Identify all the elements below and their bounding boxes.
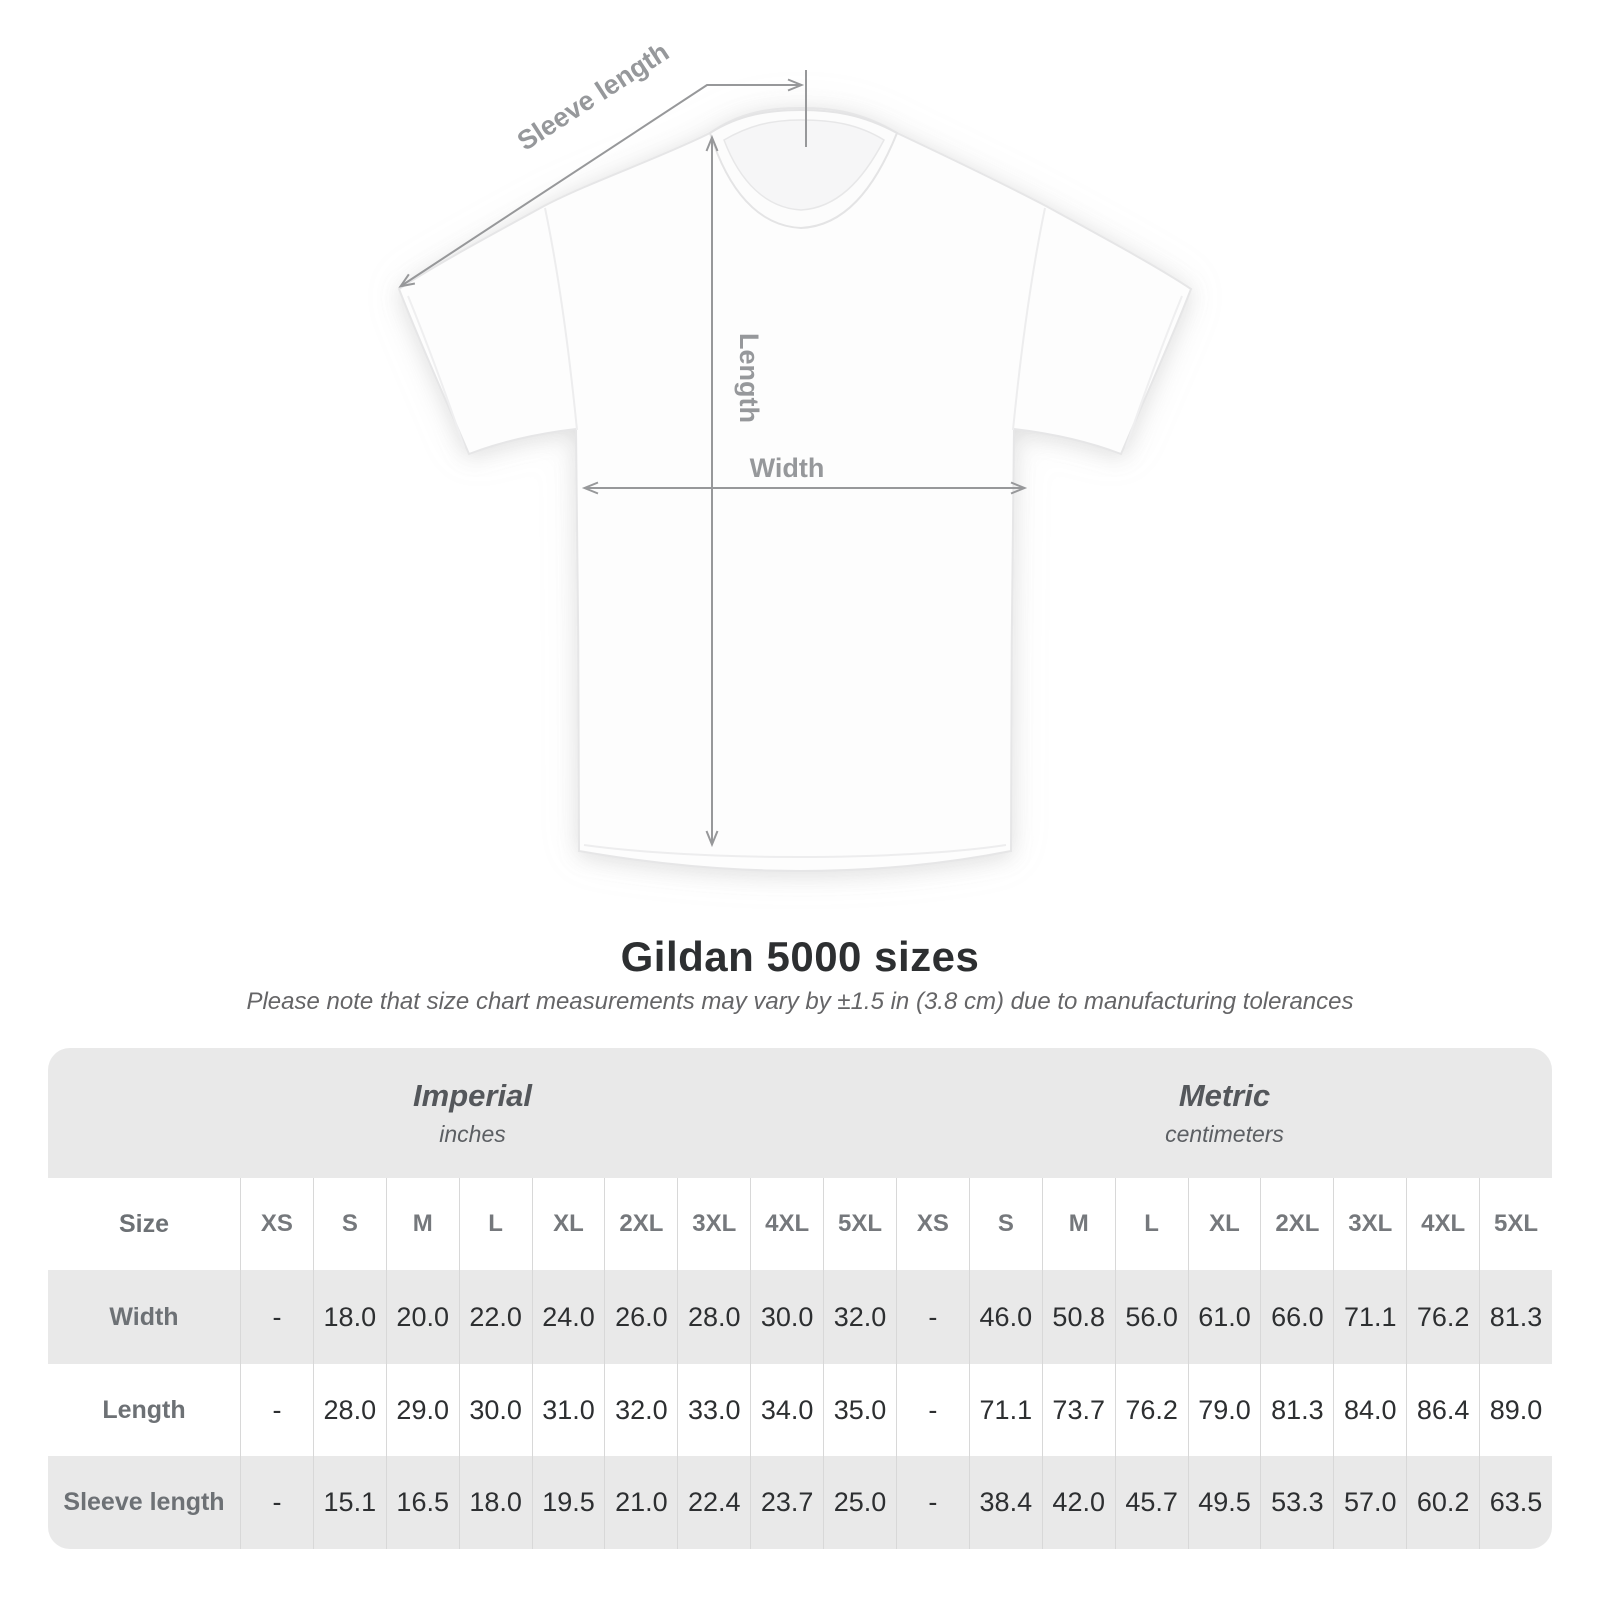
- length-label: Length: [734, 333, 764, 423]
- size-header-row: [48, 1178, 1552, 1270]
- table-cell: 45.7: [1115, 1456, 1188, 1549]
- row-label: Length: [102, 1395, 186, 1424]
- unit-group-unit: inches: [439, 1121, 506, 1147]
- table-cell: 29.0: [386, 1364, 459, 1456]
- size-header-cell: 2XL: [604, 1178, 677, 1270]
- size-header-cell: XL: [532, 1178, 605, 1270]
- size-header-cell: 4XL: [1406, 1178, 1479, 1270]
- table-cell: -: [896, 1364, 969, 1456]
- table-cell: 84.0: [1333, 1364, 1406, 1456]
- table-cell: 71.1: [969, 1364, 1042, 1456]
- table-cell: 30.0: [750, 1270, 823, 1364]
- table-cell: 79.0: [1188, 1364, 1261, 1456]
- unit-group-name: Metric: [1178, 1078, 1271, 1113]
- size-header-cell: 4XL: [750, 1178, 823, 1270]
- table-cell: 32.0: [823, 1270, 896, 1364]
- size-header-cell: XL: [1188, 1178, 1261, 1270]
- table-cell: 23.7: [750, 1456, 823, 1549]
- table-cell: 89.0: [1479, 1364, 1552, 1456]
- page-title: Gildan 5000 sizes: [620, 933, 980, 980]
- width-label: Width: [749, 453, 825, 483]
- table-cell: 81.3: [1260, 1364, 1333, 1456]
- size-header-cell: 3XL: [1333, 1178, 1406, 1270]
- size-header-cell: S: [313, 1178, 386, 1270]
- size-header-cell: S: [969, 1178, 1042, 1270]
- table-cell: 20.0: [386, 1270, 459, 1364]
- table-cell: -: [240, 1364, 313, 1456]
- table-cell: 46.0: [969, 1270, 1042, 1364]
- table-cell: 60.2: [1406, 1456, 1479, 1549]
- page-subtitle: Please note that size chart measurements may vary by ±1.5 in (3.8 cm) due to manufacturing tolerances: [246, 988, 1354, 1015]
- table-cell: 34.0: [750, 1364, 823, 1456]
- table-cell: 38.4: [969, 1456, 1042, 1549]
- table-cell: 22.0: [459, 1270, 532, 1364]
- sleeve-length-label: Sleeve length: [511, 36, 675, 157]
- size-header-cell: M: [386, 1178, 459, 1270]
- size-header-cell: 5XL: [1479, 1178, 1552, 1270]
- table-cell: -: [240, 1270, 313, 1364]
- table-cell: 63.5: [1479, 1456, 1552, 1549]
- table-row-sleeve-length: [48, 1456, 1552, 1549]
- table-cell: 57.0: [1333, 1456, 1406, 1549]
- table-cell: 50.8: [1042, 1270, 1115, 1364]
- table-cell: 35.0: [823, 1364, 896, 1456]
- table-cell: 49.5: [1188, 1456, 1261, 1549]
- table-cell: 18.0: [313, 1270, 386, 1364]
- table-cell: 56.0: [1115, 1270, 1188, 1364]
- size-header-cell: XS: [896, 1178, 969, 1270]
- unit-group-row: [48, 1048, 1552, 1178]
- table-cell: 21.0: [604, 1456, 677, 1549]
- table-cell: 15.1: [313, 1456, 386, 1549]
- table-cell: 28.0: [313, 1364, 386, 1456]
- size-header-cell: 3XL: [677, 1178, 750, 1270]
- table-cell: 30.0: [459, 1364, 532, 1456]
- table-cell: 24.0: [532, 1270, 605, 1364]
- unit-group-metric: [897, 1048, 1552, 1178]
- table-row-width: [48, 1270, 1552, 1364]
- tshirt-graphic: [399, 108, 1191, 871]
- table-cell: 25.0: [823, 1456, 896, 1549]
- table-cell: 28.0: [677, 1270, 750, 1364]
- table-cell: 76.2: [1115, 1364, 1188, 1456]
- table-cell: 81.3: [1479, 1270, 1552, 1364]
- table-cell: 53.3: [1260, 1456, 1333, 1549]
- size-header-cell: M: [1042, 1178, 1115, 1270]
- size-header-cell: XS: [240, 1178, 313, 1270]
- table-cell: 26.0: [604, 1270, 677, 1364]
- table-cell: 16.5: [386, 1456, 459, 1549]
- table-cell: 42.0: [1042, 1456, 1115, 1549]
- table-cell: 18.0: [459, 1456, 532, 1549]
- table-cell: 73.7: [1042, 1364, 1115, 1456]
- table-cell: -: [896, 1270, 969, 1364]
- table-cell: -: [240, 1456, 313, 1549]
- size-column-header: Size: [118, 1209, 170, 1238]
- row-label: Sleeve length: [63, 1488, 225, 1516]
- size-header-cell: L: [1115, 1178, 1188, 1270]
- table-cell: -: [896, 1456, 969, 1549]
- table-cell: 31.0: [532, 1364, 605, 1456]
- size-header-cell: L: [459, 1178, 532, 1270]
- table-cell: 76.2: [1406, 1270, 1479, 1364]
- table-cell: 32.0: [604, 1364, 677, 1456]
- table-cell: 86.4: [1406, 1364, 1479, 1456]
- table-row-length: [48, 1364, 1552, 1456]
- table-cell: 66.0: [1260, 1270, 1333, 1364]
- unit-group-imperial: [48, 1048, 897, 1178]
- size-header-cell: 2XL: [1260, 1178, 1333, 1270]
- unit-group-name: Imperial: [413, 1078, 532, 1113]
- table-cell: 22.4: [677, 1456, 750, 1549]
- table-cell: 19.5: [532, 1456, 605, 1549]
- table-cell: 33.0: [677, 1364, 750, 1456]
- table-cell: 71.1: [1333, 1270, 1406, 1364]
- table-cell: 61.0: [1188, 1270, 1261, 1364]
- row-label: Width: [109, 1302, 179, 1331]
- unit-group-unit: centimeters: [1165, 1121, 1284, 1147]
- size-header-cell: 5XL: [823, 1178, 896, 1270]
- size-table: [48, 1048, 1552, 1549]
